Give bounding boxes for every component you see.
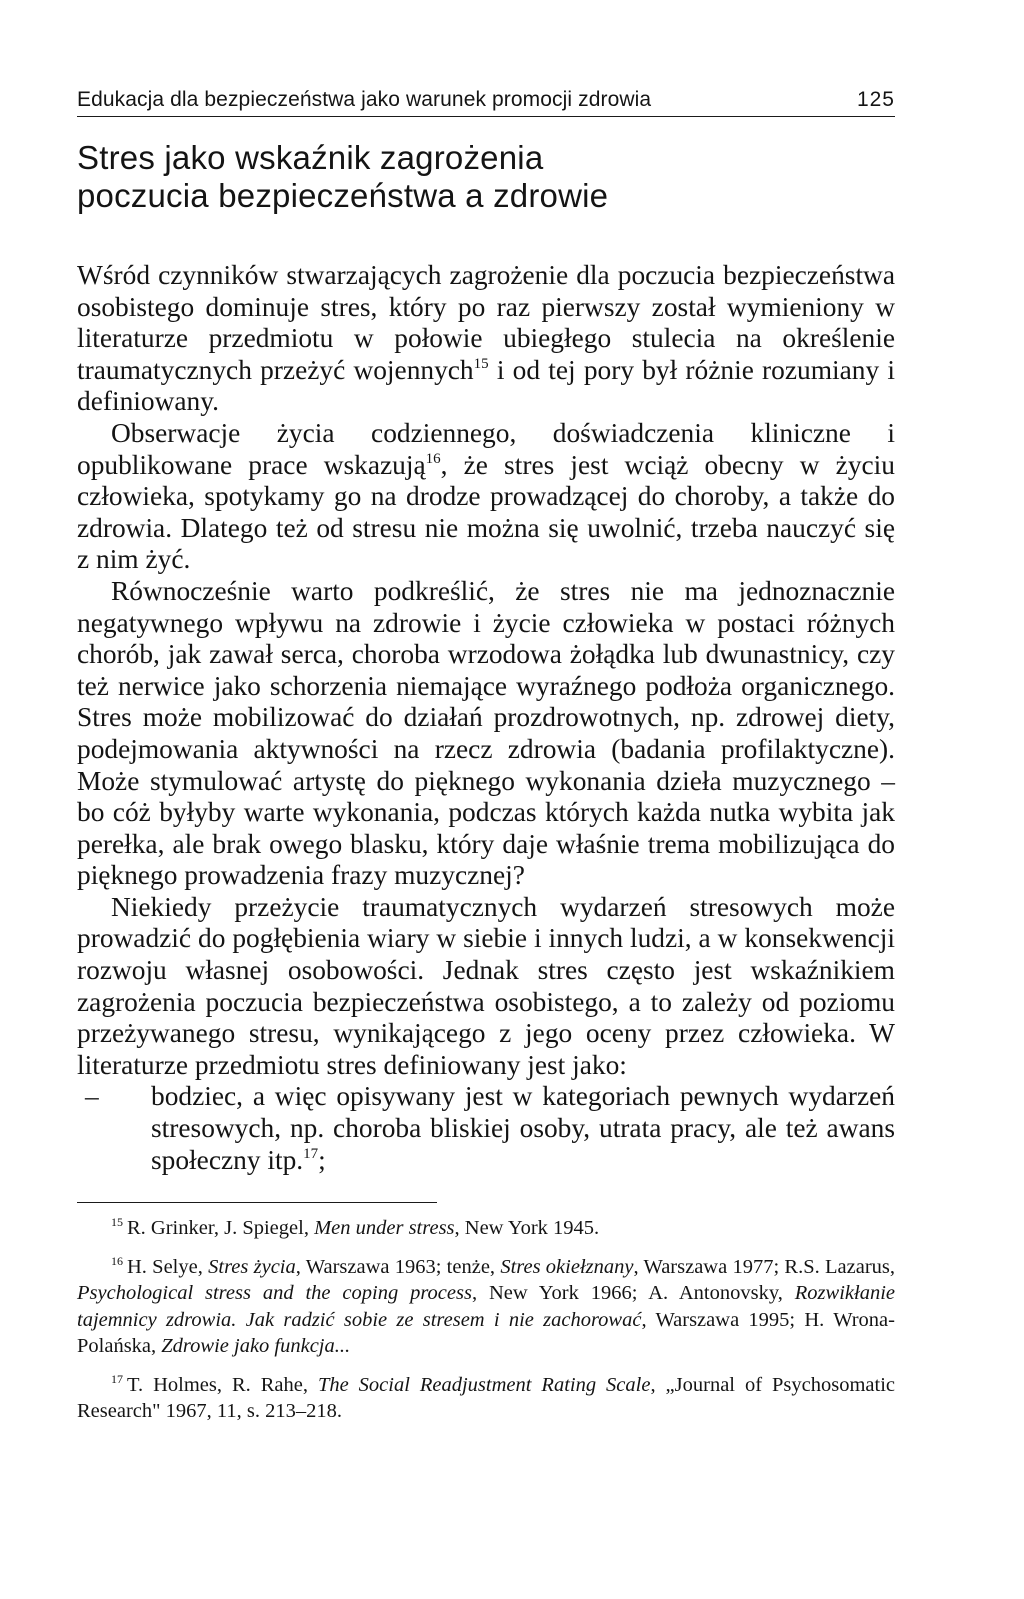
footnote-16-number: 16 [111,1253,123,1268]
paragraph-2 [77,418,895,576]
page-number: 125 [856,88,895,111]
running-header [77,88,895,117]
footnote-15 [77,1215,895,1242]
footnote-ref-17[interactable]: 17 [303,1145,319,1162]
paragraph-3: Równocześnie warto podkreślić, że stres nie ma jednoznacznie negatywnego wpływu na zdrowie i życie człowieka w postaci różnych chorób, jak zawał serca, choroba wrzodowa żołądka lub dwunastnicy, czy też nerwice jako schorzenia niemające wyraźnego podłoża organicznego. Stres może mobilizować do działań prozdrowotnych, np. zdrowej diety, podejmowania aktywności na rzecz zdrowia (badania profilaktyczne). Może stymulować artystę do pięknego wykonania dzieła muzycznego – bo cóż byłyby warte wykonania, podczas których każda nutka wybita jak perełka, ale brak owego blasku, który daje właśnie trema mobilizująca do pięknego prowadzenia frazy muzycznej? [77,575,895,891]
footnote-16-part-1: H. Selye, [127,1255,209,1278]
footnotes [77,1215,895,1425]
footnote-16-title-1: Stres życia [208,1255,296,1278]
footnote-17-number: 17 [111,1371,123,1386]
paragraph-1 [77,260,895,418]
list-item-text: bodziec, a więc opisywany jest w kategoriach pewnych wydarzeń stresowych, np. choroba bliskiej osoby, utrata pracy, ale też awans społeczny itp. [151,1081,895,1175]
footnote-divider [77,1202,437,1203]
paragraph-2-text-cont: , że stres jest wciąż obecny w życiu człowieka, spotykamy go na drodze prowadzącej do choroby, a także do zdrowia. Dlatego też od stresu nie można się uwolnić, trzeba nauczyć się z nim żyć. [77,449,895,575]
section-title [77,139,895,215]
list-dash: – [85,1081,99,1112]
footnote-17-author: T. Holmes, R. Rahe, [127,1373,318,1396]
footnote-17-rest: , „Journal of Psychosomatic Research" 1967, 11, s. 213–218. [77,1373,895,1423]
footnote-16-part-4: , New York 1966; A. Antonovsky, [471,1282,795,1305]
footnote-ref-15[interactable]: 15 [473,355,489,372]
footnote-ref-16[interactable]: 16 [425,450,441,467]
book-page [77,88,895,1437]
footnote-16-title-5: Zdrowie jako funkcja... [161,1335,351,1358]
footnote-15-rest: , New York 1945. [454,1217,600,1240]
definition-list-item [77,1081,895,1176]
footnote-16-part-3: , Warszawa 1977; R.S. Lazarus, [633,1255,895,1278]
footnote-16-title-3: Psychological stress and the coping process [77,1282,472,1305]
footnote-15-title: Men under stress [314,1217,455,1240]
footnote-16-title-4: Rozwikłanie tajemnicy zdrowia. Jak radzić sobie ze stresem i nie zachorować [77,1282,895,1331]
footnote-16-part-2: , Warszawa 1963; tenże, [295,1255,501,1278]
footnote-17-title: The Social Readjustment Rating Scale [317,1373,651,1396]
footnote-16-title-2: Stres okiełznany [500,1255,634,1278]
section-title-line-2: poczucia bezpieczeństwa a zdrowie [77,177,609,214]
paragraph-2-text: Obserwacje życia codziennego, doświadczenia kliniczne i opublikowane prace wskazują [77,417,895,480]
section-title-line-1: Stres jako wskaźnik zagrożenia [77,139,544,176]
footnote-17 [77,1372,895,1425]
footnote-16 [77,1254,895,1360]
footnote-15-number: 15 [111,1215,123,1230]
paragraph-4: Niekiedy przeżycie traumatycznych wydarzeń stresowych może prowadzić do pogłębienia wiary w siebie i innych ludzi, a w konsekwencji rozwoju własnej osobowości. Jednak stres często jest wskaźnikiem zagrożenia poczucia bezpieczeństwa osobistego, a to zależy od poziomu przeżywanego stresu, wynikającego z jego oceny przez człowieka. W literaturze przedmiotu stres definiowany jest jako: [77,891,895,1080]
paragraph-1-text-cont: i od tej pory był różnie rozumiany i definiowany. [77,354,895,417]
footnote-15-author: R. Grinker, J. Spiegel, [127,1217,315,1240]
list-item-text-cont: ; [318,1144,326,1175]
paragraph-1-text: Wśród czynników stwarzających zagrożenie dla poczucia bezpieczeństwa osobistego dominuje stres, który po raz pierwszy został wymieniony w literaturze przedmiotu w połowie ubiegłego stulecia na określenie traumatycznych przeżyć wojennych [77,260,895,385]
body-text [77,260,895,1176]
footnote-16-part-5: , Warszawa 1995; H. Wrona-Polańska, [77,1308,895,1358]
running-title: Edukacja dla bezpieczeństwa jako warunek promocji zdrowia [77,88,652,111]
